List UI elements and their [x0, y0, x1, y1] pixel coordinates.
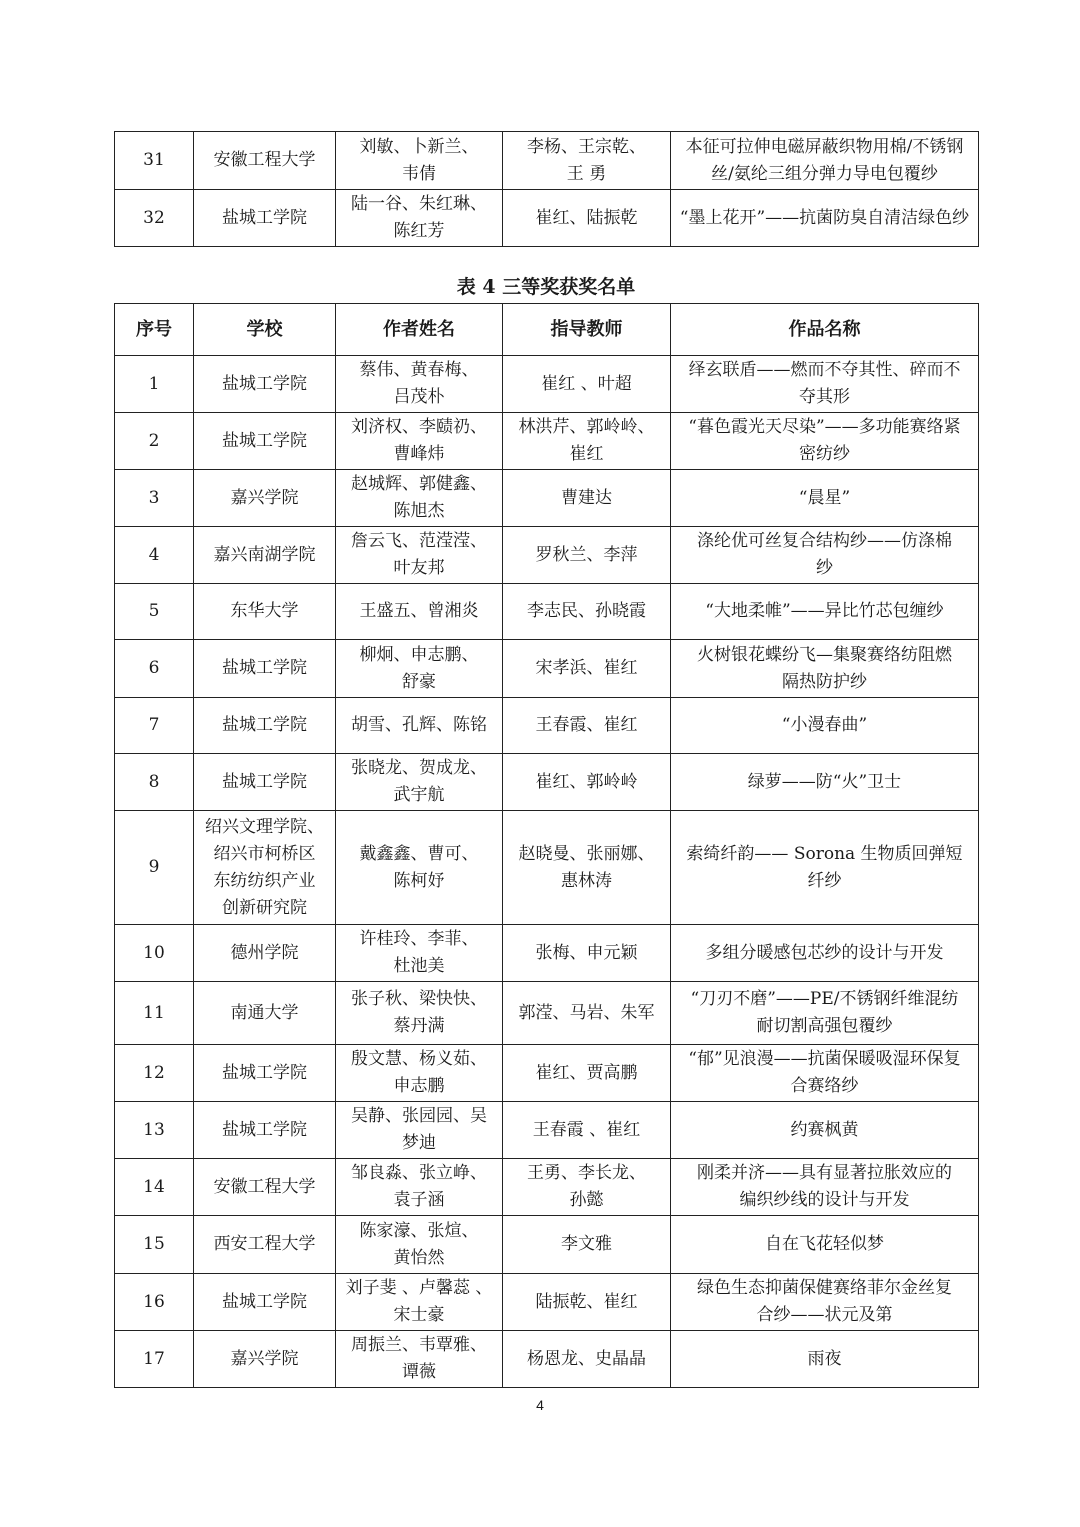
cell-advisors: 林洪芹、郭岭岭、 崔红	[503, 413, 671, 470]
cell-authors: 柳炯、申志鹏、 舒豪	[336, 640, 503, 698]
cell-work: 约赛枫黄	[671, 1102, 979, 1159]
cell-school: 盐城工学院	[194, 1274, 336, 1331]
cell-work: 多组分暖感包芯纱的设计与开发	[671, 925, 979, 982]
cell-advisors: 王春霞、崔红	[503, 698, 671, 754]
cell-advisors: 曹建达	[503, 470, 671, 527]
cell-authors: 张子秋、梁快快、 蔡丹满	[336, 982, 503, 1045]
table-row	[115, 470, 979, 527]
cell-authors: 戴鑫鑫、曹可、 陈柯妤	[336, 811, 503, 925]
cell-no: 3	[115, 470, 194, 527]
table-row	[115, 698, 979, 754]
cell-school: 盐城工学院	[194, 356, 336, 413]
cell-work: 绿萝——防“火”卫士	[671, 754, 979, 811]
header-authors: 作者姓名	[336, 304, 503, 356]
cell-authors: 邹良淼、张立峥、 袁子涵	[336, 1159, 503, 1216]
cell-work: “小漫春曲”	[671, 698, 979, 754]
cell-work: “刀刃不磨”——PE/不锈钢纤维混纺 耐切割高强包覆纱	[671, 982, 979, 1045]
table-row	[115, 754, 979, 811]
cell-no: 4	[115, 527, 194, 584]
table-row	[115, 1045, 979, 1102]
table-row	[115, 1102, 979, 1159]
cell-school: 盐城工学院	[194, 640, 336, 698]
cell-no: 1	[115, 356, 194, 413]
cell-advisors: 李杨、王宗乾、 王 勇	[503, 132, 671, 190]
table-row	[115, 356, 979, 413]
cell-authors: 殷文慧、杨义茹、 申志鹏	[336, 1045, 503, 1102]
cell-authors: 赵城辉、郭健鑫、 陈旭杰	[336, 470, 503, 527]
cell-work: 绎玄联盾——燃而不夺其性、碎而不 夺其形	[671, 356, 979, 413]
cell-work: “暮色霞光天尽染”——多功能赛络紧 密纺纱	[671, 413, 979, 470]
header-advisors: 指导教师	[503, 304, 671, 356]
cell-school: 盐城工学院	[194, 190, 336, 247]
table-row	[115, 132, 979, 190]
cell-school: 嘉兴南湖学院	[194, 527, 336, 584]
cell-work: 本征可拉伸电磁屏蔽织物用棉/不锈钢 丝/氨纶三组分弹力导电包覆纱	[671, 132, 979, 190]
cell-advisors: 崔红 、叶超	[503, 356, 671, 413]
cell-authors: 张晓龙、贺成龙、 武宇航	[336, 754, 503, 811]
cell-no: 15	[115, 1216, 194, 1274]
cell-authors: 吴静、张园园、吴 梦迪	[336, 1102, 503, 1159]
header-no: 序号	[115, 304, 194, 356]
table-row	[115, 1159, 979, 1216]
cell-school: 南通大学	[194, 982, 336, 1045]
table-caption: 表 4 三等奖获奖名单	[456, 276, 636, 298]
table-row	[115, 925, 979, 982]
cell-no: 8	[115, 754, 194, 811]
cell-authors: 陆一谷、朱红琳、 陈红芳	[336, 190, 503, 247]
cell-authors: 蔡伟、黄春梅、 吕茂朴	[336, 356, 503, 413]
cell-school: 盐城工学院	[194, 698, 336, 754]
cell-advisors: 宋孝浜、崔红	[503, 640, 671, 698]
cell-school: 盐城工学院	[194, 1045, 336, 1102]
cell-no: 14	[115, 1159, 194, 1216]
cell-authors: 刘子斐 、卢馨蕊 、 宋士豪	[336, 1274, 503, 1331]
cell-advisors: 崔红、陆振乾	[503, 190, 671, 247]
table-row	[115, 1274, 979, 1331]
table-row	[115, 1331, 979, 1388]
cell-advisors: 崔红、贾高鹏	[503, 1045, 671, 1102]
cell-advisors: 赵晓曼、张丽娜、 惠林涛	[503, 811, 671, 925]
cell-no: 32	[115, 190, 194, 247]
cell-authors: 周振兰、韦覃雅、 谭薇	[336, 1331, 503, 1388]
cell-work: 绿色生态抑菌保健赛络菲尔金丝复 合纱——状元及第	[671, 1274, 979, 1331]
cell-no: 7	[115, 698, 194, 754]
cell-advisors: 陆振乾、崔红	[503, 1274, 671, 1331]
cell-advisors: 李文雅	[503, 1216, 671, 1274]
table-row	[115, 1216, 979, 1274]
cell-no: 13	[115, 1102, 194, 1159]
table-row	[115, 640, 979, 698]
cell-work: 自在飞花轻似梦	[671, 1216, 979, 1274]
cell-authors: 王盛五、曾湘炎	[336, 584, 503, 640]
table-row	[115, 413, 979, 470]
cell-no: 6	[115, 640, 194, 698]
cell-advisors: 郭滢、马岩、朱军	[503, 982, 671, 1045]
cell-school: 盐城工学院	[194, 1102, 336, 1159]
cell-advisors: 杨恩龙、史晶晶	[503, 1331, 671, 1388]
cell-authors: 许桂玲、李菲、 杜池美	[336, 925, 503, 982]
header-work: 作品名称	[671, 304, 979, 356]
cell-authors: 胡雪、孔辉、陈铭	[336, 698, 503, 754]
cell-advisors: 李志民、孙晓霞	[503, 584, 671, 640]
table-row	[115, 190, 979, 247]
cell-school: 东华大学	[194, 584, 336, 640]
cell-work: “晨星”	[671, 470, 979, 527]
prev-table	[114, 131, 979, 247]
header-row	[115, 304, 979, 356]
cell-school: 安徽工程大学	[194, 1159, 336, 1216]
cell-authors: 陈家濠、张煊、 黄怡然	[336, 1216, 503, 1274]
cell-authors: 刘敏、卜新兰、 韦倩	[336, 132, 503, 190]
cell-advisors: 王春霞 、崔红	[503, 1102, 671, 1159]
cell-authors: 詹云飞、范滢滢、 叶友邦	[336, 527, 503, 584]
table-row	[115, 527, 979, 584]
cell-school: 安徽工程大学	[194, 132, 336, 190]
cell-work: 火树银花蝶纷飞—集聚赛络纺阻燃 隔热防护纱	[671, 640, 979, 698]
cell-work: 雨夜	[671, 1331, 979, 1388]
cell-school: 绍兴文理学院、 绍兴市柯桥区 东纺纺织产业 创新研究院	[194, 811, 336, 925]
header-school: 学校	[194, 304, 336, 356]
cell-no: 10	[115, 925, 194, 982]
cell-advisors: 崔红、郭岭岭	[503, 754, 671, 811]
cell-work: 涤纶优可丝复合结构纱——仿涤棉 纱	[671, 527, 979, 584]
cell-no: 12	[115, 1045, 194, 1102]
table-row	[115, 982, 979, 1045]
cell-work: “墨上花开”——抗菌防臭自清洁绿色纱	[671, 190, 979, 247]
cell-work: “郁”见浪漫——抗菌保暖吸湿环保复 合赛络纱	[671, 1045, 979, 1102]
cell-no: 11	[115, 982, 194, 1045]
cell-authors: 刘济权、李赜礽、 曹峰炜	[336, 413, 503, 470]
table-row	[115, 584, 979, 640]
cell-no: 2	[115, 413, 194, 470]
cell-no: 5	[115, 584, 194, 640]
cell-school: 西安工程大学	[194, 1216, 336, 1274]
cell-advisors: 张梅、申元颖	[503, 925, 671, 982]
cell-no: 17	[115, 1331, 194, 1388]
cell-work: 刚柔并济——具有显著拉胀效应的 编织纱线的设计与开发	[671, 1159, 979, 1216]
cell-school: 盐城工学院	[194, 754, 336, 811]
table-row	[115, 811, 979, 925]
cell-advisors: 王勇、李长龙、 孙懿	[503, 1159, 671, 1216]
cell-school: 嘉兴学院	[194, 1331, 336, 1388]
page-number: 4	[536, 1397, 544, 1413]
cell-no: 9	[115, 811, 194, 925]
third-prize-table	[114, 303, 979, 1388]
cell-advisors: 罗秋兰、李萍	[503, 527, 671, 584]
cell-school: 嘉兴学院	[194, 470, 336, 527]
cell-school: 德州学院	[194, 925, 336, 982]
cell-no: 16	[115, 1274, 194, 1331]
cell-no: 31	[115, 132, 194, 190]
cell-work: 索绮纤韵—— Sorona 生物质回弹短 纤纱	[671, 811, 979, 925]
cell-work: “大地柔帷”——异比竹芯包缠纱	[671, 584, 979, 640]
cell-school: 盐城工学院	[194, 413, 336, 470]
